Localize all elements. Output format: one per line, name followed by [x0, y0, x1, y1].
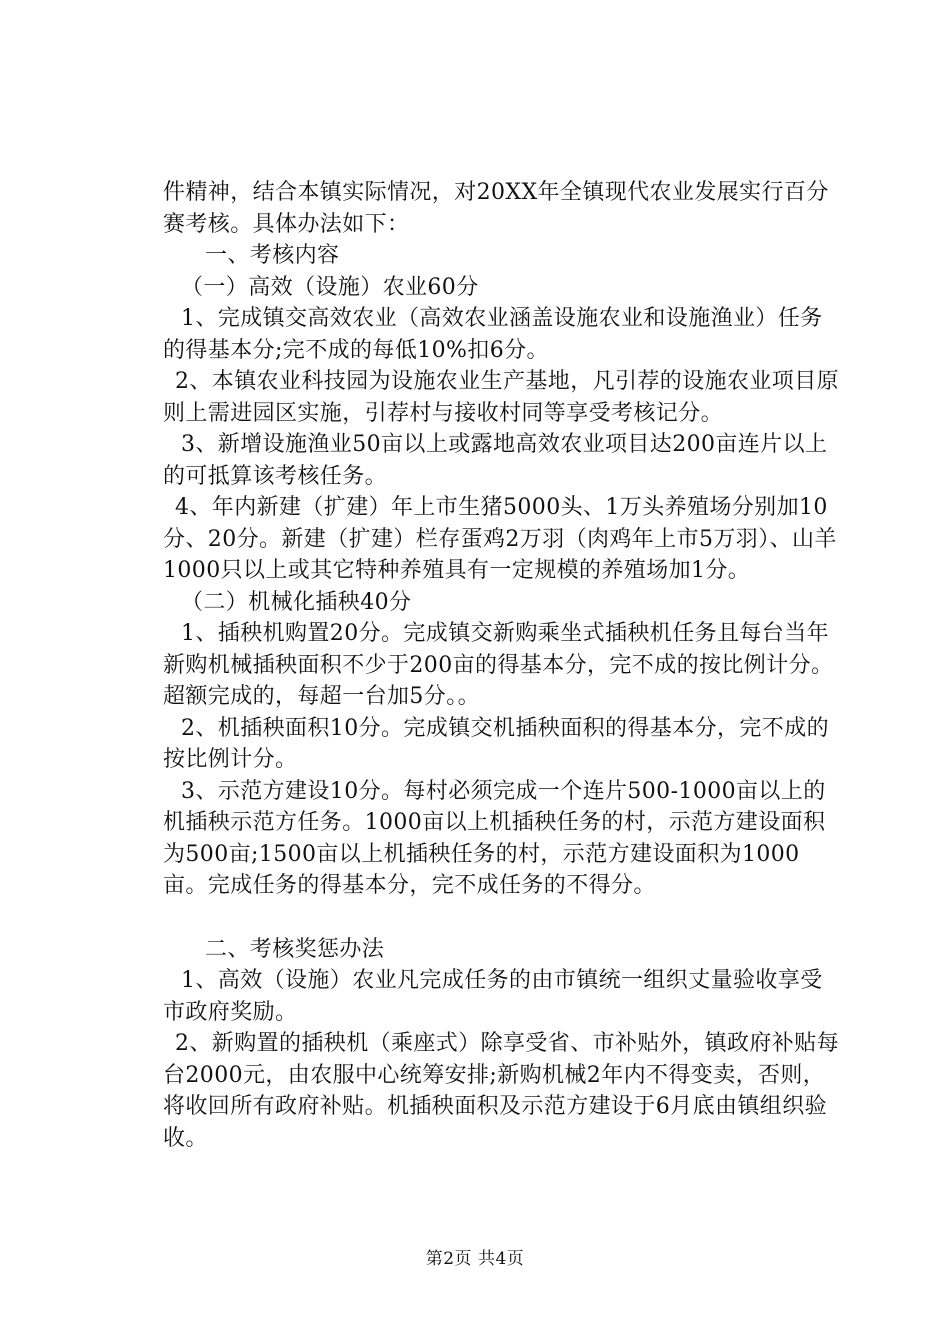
paragraph-item-1-2: 2、本镇农业科技园为设施农业生产基地，凡引荐的设施农业项目原则上需进园区实施，引荐村与接收村同等享受考核记分。 [163, 369, 839, 426]
paragraph-item-1-4: 4、年内新建（扩建）年上市生猪5000头、1万头养殖场分别加10分、20分。新建（扩建）栏存蛋鸡2万羽（肉鸡年上市5万羽）、山羊1000只以上或其它特种养殖具有一定规模的养殖场加1分。 [163, 495, 837, 583]
paragraph-item-1-1: 1、完成镇交高效农业（高效农业涵盖设施农业和设施渔业）任务的得基本分;完不成的每低10%扣6分。 [163, 306, 823, 363]
heading-subsection-two: （二）机械化插秧40分 [181, 589, 412, 615]
paragraph-item-2-3: 3、示范方建设10分。每村必须完成一个连片500-1000亩以上的机插秧示范方任务。1000亩以上机插秧任务的村，示范方建设面积为500亩;1500亩以上机插秧任务的村，示范方建设面积为1000亩。完成任务的得基本分，完不成任务的不得分。 [163, 778, 826, 898]
paragraph-item-2-2: 2、机插秧面积10分。完成镇交机插秧面积的得基本分，完不成的按比例计分。 [163, 715, 829, 772]
heading-subsection-one: （一）高效（设施）农业60分 [181, 274, 479, 300]
heading-section-two: 二、考核奖惩办法 [205, 936, 385, 962]
heading-section-one: 一、考核内容 [205, 243, 340, 268]
paragraph-intro: 件精神，结合本镇实际情况，对20XX年全镇现代农业发展实行百分赛考核。具体办法如下： [163, 180, 829, 237]
paragraph-item-2-1: 1、插秧机购置20分。完成镇交新购乘坐式插秧机任务且每台当年新购机械插秧面积不少于200亩的得基本分，完不成的按比例计分。超额完成的，每超一台加5分。。 [163, 621, 834, 709]
paragraph-spacer [163, 902, 843, 934]
paragraph-item-1-3: 3、新增设施渔业50亩以上或露地高效农业项目达200亩连片以上的可抵算该考核任务。 [163, 432, 828, 489]
paragraph-reward-1: 1、高效（设施）农业凡完成任务的由市镇统一组织丈量验收享受市政府奖励。 [163, 968, 823, 1025]
paragraph-reward-2: 2、新购置的插秧机（乘座式）除享受省、市补贴外，镇政府补贴每台2000元，由农服中心统筹安排;新购机械2年内不得变卖，否则，将收回所有政府补贴。机插秧面积及示范方建设于6月底由镇组织验收。 [163, 1031, 839, 1151]
page-number-footer: 第2页 共4页 [425, 1249, 525, 1269]
document-body [163, 177, 843, 1154]
